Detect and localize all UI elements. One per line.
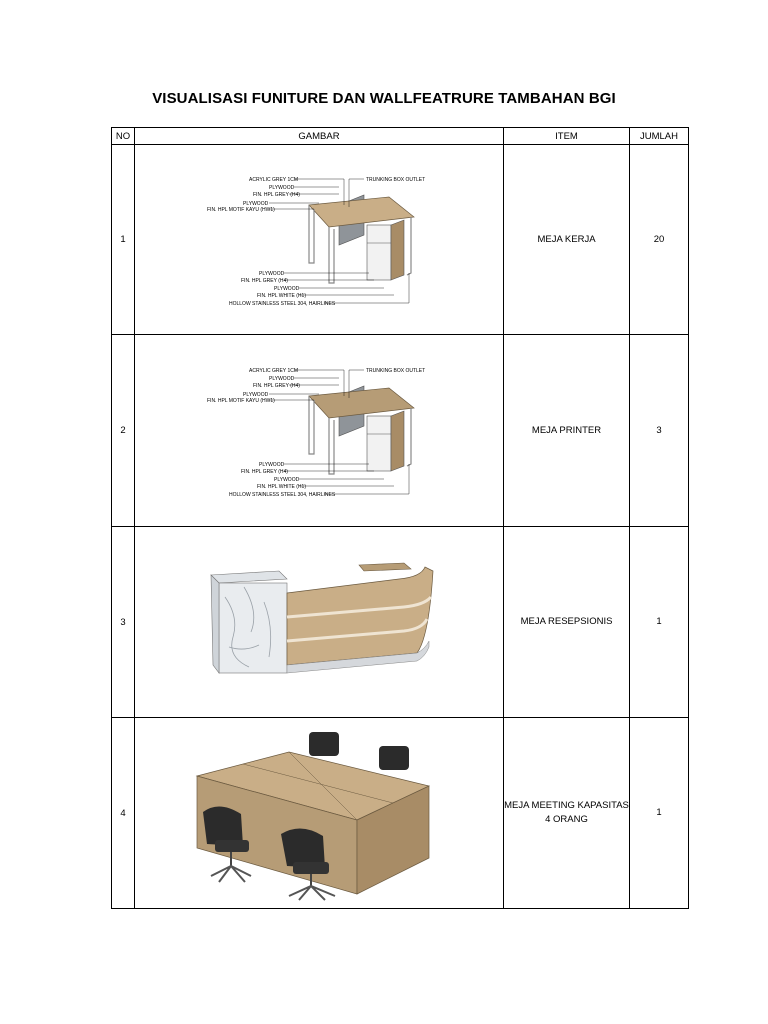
- label-trunking: TRUNKING BOX OUTLET: [366, 176, 426, 183]
- label-hpl-white: FIN. HPL WHITE (H1): [257, 292, 306, 299]
- label-plywood: PLYWOOD: [259, 461, 285, 468]
- label-plywood: PLYWOOD: [243, 200, 269, 207]
- label-hpl-grey: FIN. HPL GREY (H4): [241, 468, 288, 475]
- image-cell: [135, 718, 504, 909]
- label-hollow: HOLLOW STAINLESS STEEL 304, HAIRLINES: [229, 300, 336, 307]
- label-hpl-kayu: FIN. HPL MOTIF KAYU (HW1): [207, 206, 275, 213]
- meeting-table-drawing: [189, 726, 449, 901]
- item-name: MEJA KERJA: [504, 145, 630, 335]
- label-plywood: PLYWOOD: [269, 184, 295, 191]
- label-plywood: PLYWOOD: [274, 285, 300, 292]
- header-no: NO: [112, 128, 135, 145]
- item-name: MEJA RESEPSIONIS: [504, 527, 630, 718]
- header-item: ITEM: [504, 128, 630, 145]
- image-cell: [135, 335, 504, 527]
- steel-leg: [407, 408, 411, 466]
- steel-leg: [329, 418, 334, 474]
- table-row: [112, 718, 689, 909]
- steel-leg: [407, 217, 411, 275]
- printer-desk-drawing: [189, 356, 449, 506]
- label-plywood: PLYWOOD: [259, 270, 285, 277]
- pedestal-side: [391, 411, 404, 471]
- steel-leg: [309, 205, 314, 263]
- pedestal-white: [367, 416, 391, 471]
- item-quantity: 1: [630, 527, 689, 718]
- table-row: [112, 527, 689, 718]
- label-trunking: TRUNKING BOX OUTLET: [366, 367, 426, 374]
- header-gambar: GAMBAR: [135, 128, 504, 145]
- label-hollow: HOLLOW STAINLESS STEEL 304, HAIRLINES: [229, 491, 336, 498]
- item-name-line: MEJA MEETING KAPASITAS: [504, 800, 629, 811]
- label-plywood: PLYWOOD: [243, 391, 269, 398]
- item-name-line: 4 ORANG: [545, 814, 588, 825]
- item-name: [504, 718, 630, 909]
- row-number: 1: [112, 145, 135, 335]
- row-number: 4: [112, 718, 135, 909]
- label-hpl-grey: FIN. HPL GREY (H4): [253, 382, 300, 389]
- marble-counter: [219, 583, 287, 673]
- item-quantity: 3: [630, 335, 689, 527]
- header-row: [112, 128, 689, 145]
- label-acrylic: ACRYLIC GREY 1CM: [249, 367, 298, 374]
- label-acrylic: ACRYLIC GREY 1CM: [249, 176, 298, 183]
- row-number: 3: [112, 527, 135, 718]
- label-hpl-kayu: FIN. HPL MOTIF KAYU (HW1): [207, 397, 275, 404]
- item-name: MEJA PRINTER: [504, 335, 630, 527]
- row-number: 2: [112, 335, 135, 527]
- reception-desk-drawing: [189, 557, 449, 687]
- label-hpl-grey: FIN. HPL GREY (H4): [253, 191, 300, 198]
- item-quantity: 20: [630, 145, 689, 335]
- label-hpl-grey: FIN. HPL GREY (H4): [241, 277, 288, 284]
- item-quantity: 1: [630, 718, 689, 909]
- steel-leg: [309, 396, 314, 454]
- label-plywood: PLYWOOD: [274, 476, 300, 483]
- image-cell: [135, 527, 504, 718]
- table-row: [112, 145, 689, 335]
- furniture-table: [111, 127, 689, 909]
- label-plywood: PLYWOOD: [269, 375, 295, 382]
- label-hpl-white: FIN. HPL WHITE (H1): [257, 483, 306, 490]
- table-row: [112, 335, 689, 527]
- pedestal-white: [367, 225, 391, 280]
- workdesk-drawing: [189, 165, 449, 315]
- page-title: VISUALISASI FUNITURE DAN WALLFEATRURE TAMBAHAN BGI: [152, 90, 616, 107]
- pedestal-side: [391, 220, 404, 280]
- image-cell: [135, 145, 504, 335]
- header-jumlah: JUMLAH: [630, 128, 689, 145]
- steel-leg: [329, 227, 334, 283]
